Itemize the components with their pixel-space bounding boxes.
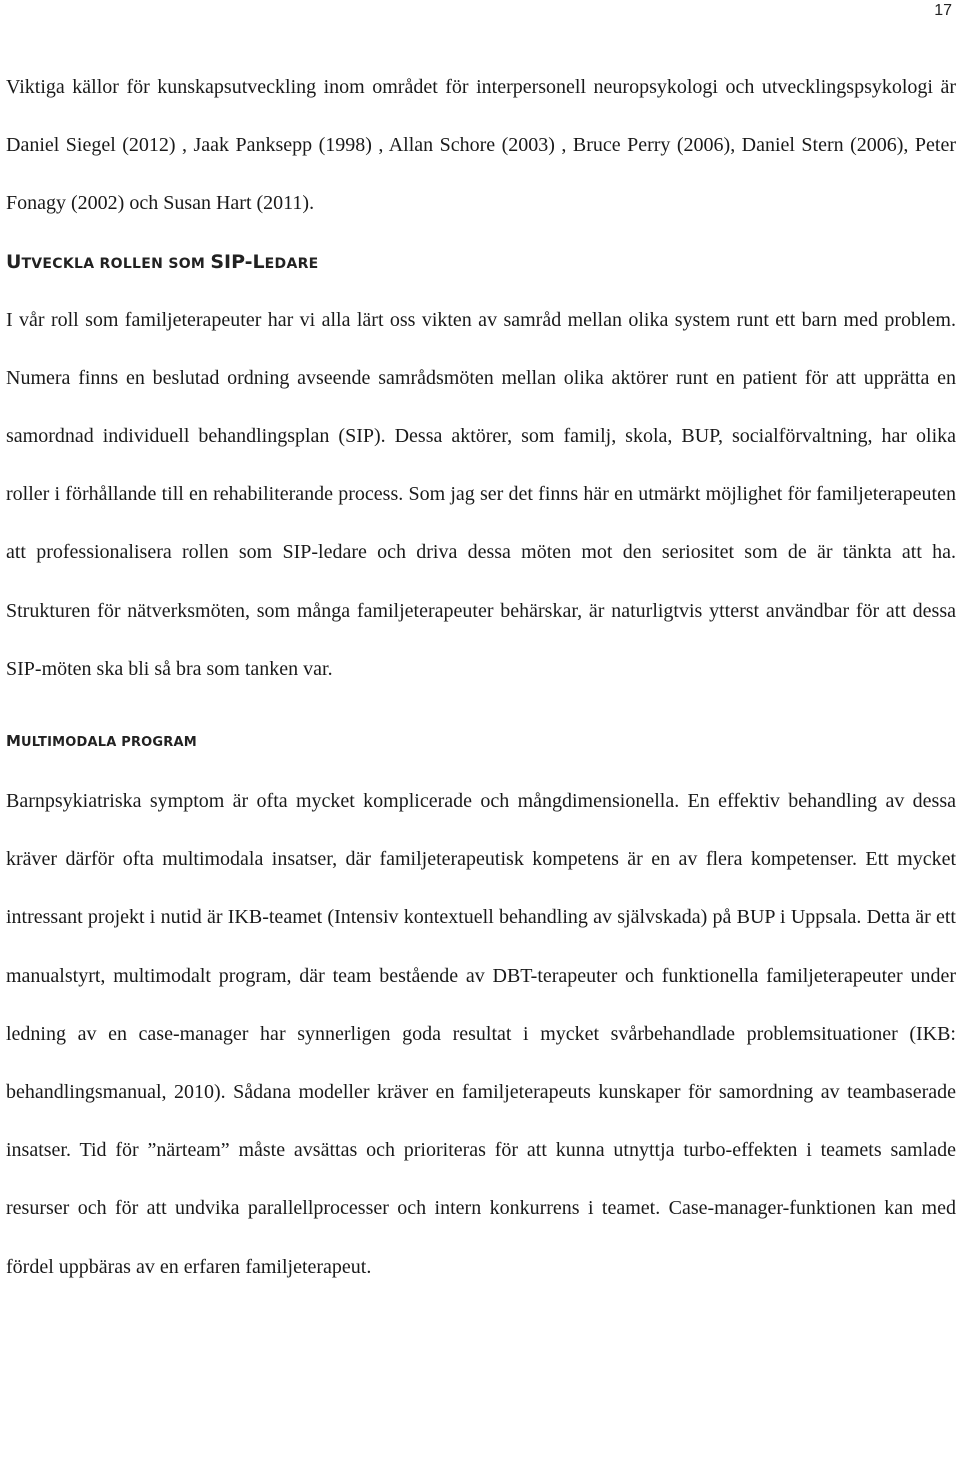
heading-part: ULTIMODALA PROGRAM bbox=[20, 735, 197, 751]
paragraph-intro: Viktiga källor för kunskapsutveckling inom området för interpersonell neuropsykologi och utvecklingspsykologi är Daniel Siegel (2012) , Jaak Panksepp (1998) , Allan Schore (2003) , Bruce Perry (2006), Daniel Stern (2006), Peter Fonagy (2002) och Susan Hart (2011). bbox=[6, 76, 956, 215]
heading-part: U bbox=[6, 250, 22, 273]
heading-part: TVECKLA ROLLEN SOM bbox=[21, 255, 211, 272]
heading-multimodala-program bbox=[6, 712, 956, 770]
document-body bbox=[6, 58, 956, 1296]
heading-utveckla-rollen-som-sip-ledare bbox=[6, 233, 956, 291]
paragraph-multimodala-program: Barnpsykiatriska symptom är ofta mycket komplicerade och mångdimensionella. En effektiv behandling av dessa kräver därför ofta multimodala insatser, där familjeterapeutisk kompetens är en av flera kompetenser. Ett mycket intressant projekt i nutid är IKB-teamet (Intensiv kontextuell behandling av självskada) på BUP i Uppsala. Detta är ett manualstyrt, multimodalt program, där team bestående av DBT-terapeuter och funktionella familjeterapeuter under ledning av en case-manager har synnerligen goda resultat i mycket svårbehandlade problemsituationer (IKB: behandlingsmanual, 2010). Sådana modeller kräver en familjeterapeuts kunskaper för samordning av teambaserade insatser. Tid för ”närteam” måste avsättas och prioriteras för att kunna utnyttja turbo-effekten i teamets samlade resurser och för att undvika parallellprocesser och intern konkurrens i teamet. Case-manager-funktionen kan med fördel uppbäras av en erfaren familjeterapeut. bbox=[6, 790, 956, 1278]
paragraph-sip-ledare: I vår roll som familjeterapeuter har vi alla lärt oss vikten av samråd mellan olika system runt ett barn med problem. Numera finns en beslutad ordning avseende samrådsmöten mellan olika aktörer runt en patient för att upprätta en samordnad individuell behandlingsplan (SIP). Dessa aktörer, som familj, skola, BUP, socialförvaltning, har olika roller i förhållande till en rehabiliterande process. Som jag ser det finns här en utmärkt möjlighet för familjeterapeuten att professionalisera rollen som SIP-ledare och driva dessa möten mot den seriositet som de är tänkta att ha. Strukturen för nätverksmöten, som många familjeterapeuter behärskar, är naturligtvis ytterst användbar för att dessa SIP-möten ska bli så bra som tanken var. bbox=[6, 308, 956, 680]
heading-part: SIP-L bbox=[210, 250, 265, 273]
page-number: 17 bbox=[934, 2, 952, 19]
heading-part: EDARE bbox=[264, 255, 319, 272]
heading-part: M bbox=[6, 732, 21, 751]
